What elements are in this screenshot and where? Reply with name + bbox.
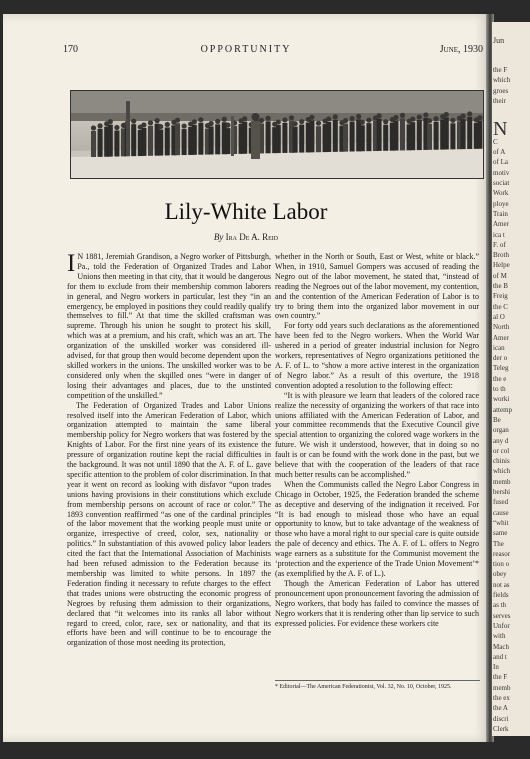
magazine-title: OPPORTUNITY — [200, 44, 292, 55]
byline-prefix: By — [213, 232, 224, 242]
facing-page-line: Clerk — [493, 724, 509, 733]
facing-page-line: Helpe — [493, 261, 510, 270]
facing-page-line: obey — [493, 570, 507, 579]
facing-page-line: Freig — [493, 292, 508, 301]
facing-page-line: the A — [493, 704, 508, 713]
facing-page-line: tion o — [493, 560, 510, 569]
facing-page-line: the F — [493, 673, 508, 682]
facing-page-line: F. of — [493, 240, 506, 249]
drop-cap: I — [67, 250, 76, 277]
facing-page-line: same — [493, 529, 508, 538]
facing-page-line: C — [493, 137, 498, 146]
facing-page-line: memb — [493, 477, 511, 486]
facing-page-line: motiv — [493, 168, 510, 177]
article-title: Lily-White Labor — [164, 199, 328, 224]
facing-page-edge — [492, 22, 530, 736]
paragraph: Though the American Federation of Labor has uttered pronouncement upon pronouncement favoring the admission of Negro workers, that body has failed to convince the masses of Negro workers that it is rendering other than lip service to such expressed policies. For evidence these workers cite — [275, 578, 479, 628]
facing-page-line: reasor — [493, 549, 511, 558]
facing-page-line: Broth — [493, 251, 509, 260]
facing-page-line: organ — [493, 426, 509, 435]
facing-page-line: the e — [493, 374, 507, 383]
facing-page-line: discri — [493, 714, 509, 723]
facing-page-line: fields — [493, 591, 509, 599]
facing-page-line: attemp — [493, 405, 513, 414]
facing-page-line: to th — [493, 385, 506, 393]
facing-page-line: serves — [493, 611, 511, 620]
facing-page-header: Jun — [493, 36, 505, 45]
facing-page-line: Work — [493, 189, 509, 198]
facing-page-line: North — [493, 323, 510, 332]
facing-page-line: sociat — [493, 179, 510, 187]
paragraph: whether in the North or South, East or West, white or black.” When, in 1910, Samuel Gompers was accused of reading the Negro out of the labor movement, he stated that, “instead of reading the Negroes out of the labor movement, my contention, and the contention of the American Federation of Labor is to try to bring them into the organized labor movement in our own country.” — [275, 252, 479, 321]
paragraph — [67, 252, 271, 401]
page-number: 170 — [63, 44, 78, 55]
facing-page-line: not as — [493, 580, 510, 589]
paragraph: The Federation of Organized Trades and Labor Unions resolved itself into the American Federation of Labor, which organization attempted to maintain the same liberal membership policy for Negro workers that was fostered by the Knights of Labor. For the first nine years of its existence the pressure of organization routine kept the racial difficulties in the background. It was not until 1890 that the A. F. of L. gave specific attention to the problem of color discrimination. In that year it went on record as looking with disfavor “upon trades unions having provisions in their constitutions which exclude from membership persons on account of race or color.” The 1893 convention reaffirmed “as one of the cardinal principles of the labor movement that the working people must unite or organize, irrespective of creed, color, sex, nationality or politics.” In substantiation of this avowed policy labor leaders cited the fact that the International Association of Machinists had been refused admission to the Federation because its membership was limited to white persons. In 1897 the Federation finding it necessary to refute charges to the effect that trades unions were obstructing the economic progress of Negroes by refusing them admission to their organizations, declared that “it welcomes into its ranks all labor without regard to creed, color, race, sex or nationality, and that its efforts have been and will continue to be to encourage the organization of those most needing its protection, — [67, 400, 271, 648]
paragraph-text: N 1881, Jeremiah Grandison, a Negro worker of Pittsburgh, Pa., told the Federation of Organized Trades and Labor Unions then meeting in that city, that it would be dangerous for them to exclude from their membership common laborers in general, and Negro workers in particular, lest they “in an emergency, be employed in positions they could readily qualify themselves to fill.” At that time the skilled craftsman was supreme. Through his union he sought to protect his skill, which was at a premium, and his craft, which was an art. The organization of the unskilled worker was considered ill-advised, for that group then would become dependent upon the skilled workers in the unions. The unskilled worker was to be considered only when the skqilled ones “were in danger of losing their advantages and places, due to the unstinted competition of the unskilled.” — [67, 252, 271, 400]
facing-page-line: the ex — [493, 694, 510, 702]
facing-page-line: fused — [493, 498, 509, 507]
article-byline — [3, 232, 489, 242]
facing-page-line: ican — [493, 343, 505, 352]
facing-page-line: Unfor — [493, 621, 510, 630]
crowd-photo-illustration — [71, 91, 483, 178]
facing-page-line: der o — [493, 354, 508, 363]
facing-page-line: or col — [493, 446, 510, 455]
facing-page-line: groes — [493, 86, 509, 95]
facing-page-line: and t — [493, 652, 507, 661]
facing-page-line: Teleg — [493, 364, 509, 373]
facing-page-line: Train — [493, 209, 508, 218]
facing-page-line: cause — [493, 508, 509, 517]
running-header — [3, 44, 489, 58]
facing-page-line: Amer — [493, 333, 509, 342]
facing-page-line: ica t — [493, 230, 505, 239]
facing-page-line: of A — [493, 148, 506, 157]
facing-page-line: which — [493, 467, 511, 476]
facing-page-line: of M — [493, 271, 507, 280]
facing-page-line: In — [493, 663, 499, 672]
facing-page-line: the B — [493, 282, 508, 290]
facing-page-line: worki — [493, 395, 510, 404]
facing-page-line: memb — [493, 683, 511, 692]
facing-page-line: Mach — [493, 642, 509, 651]
facing-page-line: as th — [493, 601, 507, 610]
facing-page-line: bershi — [493, 488, 511, 496]
facing-page-line: al O — [493, 312, 505, 321]
paragraph: When the Communists called the Negro Labor Congress in Chicago in October, 1925, the Federation branded the scheme as deceptive and deserving of the indignation it received. For “It is bad enough to mislead those who have an equal opportunity to know, but to take advantage of the weakness of those who have a moral right to our special care is quite outside the pale of decency and ethics. The A. F. of L. offers to Negro wage earners as a substitute for the Communist movement the ‘protection and the experience of the Trade Union Movement’*(as exemplified by the A. F. of L.). — [275, 479, 479, 578]
facing-page-line: the C — [493, 302, 508, 311]
facing-page-line: their — [493, 96, 506, 105]
facing-page-line: with — [493, 632, 506, 641]
facing-page-line: N — [493, 117, 508, 140]
facing-page-line: the F — [493, 66, 508, 74]
left-column — [67, 252, 271, 648]
facing-page-line: Be — [493, 415, 501, 424]
magazine-page — [3, 14, 489, 742]
right-column — [275, 252, 479, 628]
paragraph: “It is with pleasure we learn that leaders of the colored race realize the necessity of organizing the workers of that race into unions affiliated with the American Federation of Labor, and your committee recommends that the Executive Council give special attention to organizing the colored wage workers in the future. We wish it understood, however, that in doing so no fault is or can be found with the work done in the past, but we believe that with the cooperation of the leaders of that race much better results can be accomplished.” — [275, 390, 479, 479]
facing-page-line: ploye — [493, 199, 509, 208]
facing-page-line: which — [493, 76, 511, 85]
facing-page-line: chinis — [493, 457, 510, 466]
facing-page-line: The — [493, 539, 504, 548]
facing-page-line: Amer — [493, 220, 509, 229]
author-name: Ira De A. Reid — [225, 232, 279, 242]
facing-page-line: any d — [493, 436, 509, 445]
paragraph: For forty odd years such declarations as the aforementioned have been fed to the Negro workers. When the World War ushered in a period of greater industrial inclusion for Negro workers, representatives of Negro organizations petitioned the A. F. of L. to “show a more active interest in the organization of Negro labor.” As a result of this overture, the 1918 convention adopted a resolution to the following effect: — [275, 321, 479, 390]
facing-page-line: “whit — [493, 518, 509, 527]
issue-date: June, 1930 — [439, 44, 483, 55]
photo-breadline-queue — [70, 90, 484, 179]
footnote: * Editorial—The American Federationist, Vol. 32, No. 10, October, 1925. — [275, 680, 480, 691]
facing-page-line: of La — [493, 158, 508, 167]
